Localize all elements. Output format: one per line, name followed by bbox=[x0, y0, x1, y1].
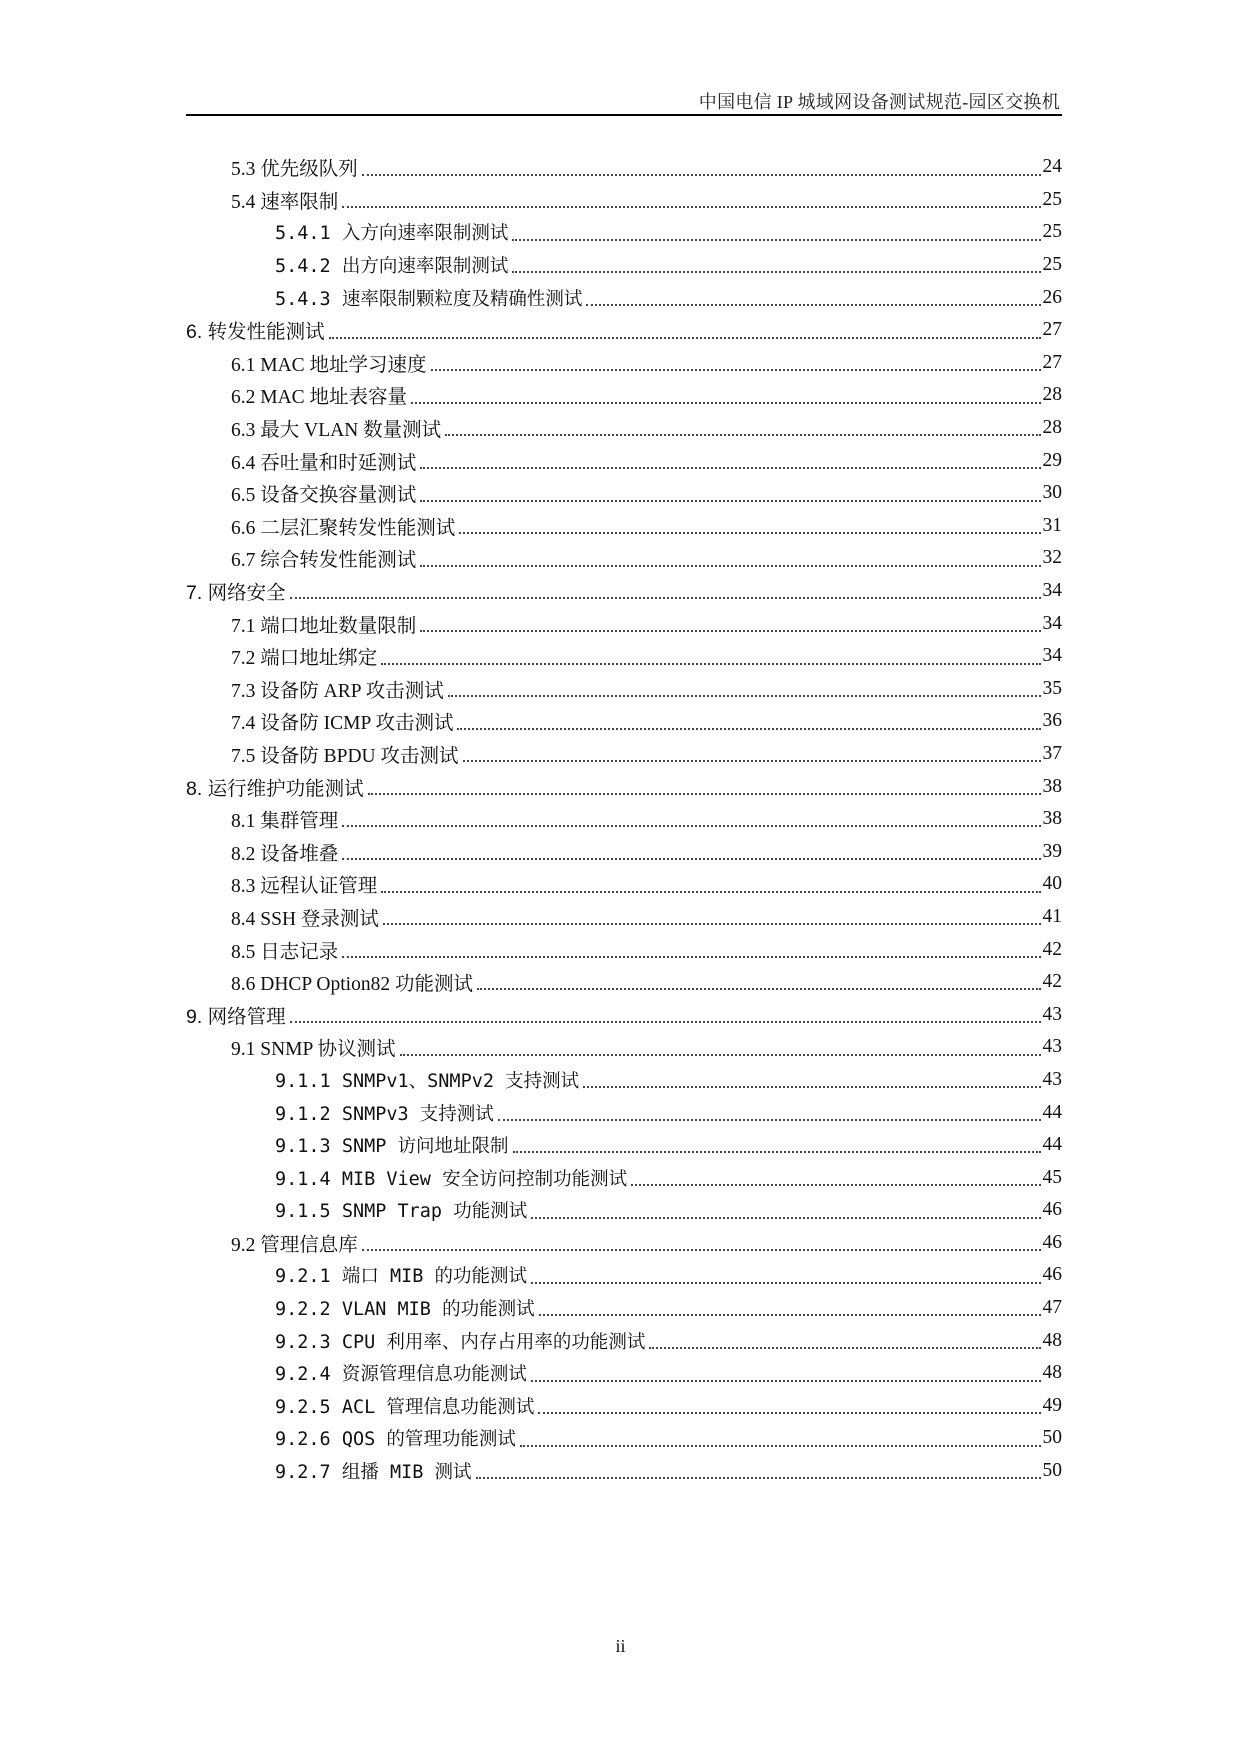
toc-entry-title: 8.3 远程认证管理 bbox=[231, 876, 378, 898]
toc-leader-dots bbox=[342, 839, 1040, 861]
toc-page-number: 34 bbox=[1042, 645, 1062, 667]
toc-entry-title: 6.2 MAC 地址表容量 bbox=[231, 387, 408, 409]
toc-leader-dots bbox=[448, 676, 1041, 698]
toc-leader-dots bbox=[539, 1296, 1041, 1317]
toc-entry[interactable] bbox=[186, 1129, 1062, 1162]
toc-page-number: 27 bbox=[1042, 351, 1062, 373]
toc-entry-title: 9.1.4 MIB View 安全访问控制功能测试 bbox=[275, 1168, 628, 1190]
toc-entry-title: 9.2.2 VLAN MIB 的功能测试 bbox=[275, 1299, 535, 1321]
toc-entry-title: 6.6 二层汇聚转发性能测试 bbox=[231, 517, 456, 539]
toc-page-number: 43 bbox=[1042, 1036, 1062, 1058]
toc-leader-dots bbox=[342, 187, 1040, 209]
toc-entry-title: 7.5 设备防 BPDU 攻击测试 bbox=[231, 745, 459, 767]
toc-leader-dots bbox=[362, 1230, 1041, 1252]
toc-leader-dots bbox=[290, 1002, 1041, 1024]
toc-entry-title: 5.4.2 出方向速率限制测试 bbox=[275, 256, 509, 278]
toc-entry-title: 9.2.7 组播 MIB 测试 bbox=[275, 1462, 472, 1484]
toc-page-number: 41 bbox=[1042, 905, 1062, 927]
toc-page-number: 34 bbox=[1042, 580, 1062, 602]
toc-entry-title: 9.2.6 QOS 的管理功能测试 bbox=[275, 1429, 516, 1451]
toc-entry-title: 9.1 SNMP 协议测试 bbox=[231, 1039, 396, 1061]
toc-entry[interactable] bbox=[186, 738, 1062, 771]
toc-entry[interactable] bbox=[186, 151, 1062, 184]
toc-entry[interactable] bbox=[186, 184, 1062, 217]
toc-leader-dots bbox=[531, 1263, 1040, 1284]
toc-leader-dots bbox=[445, 415, 1040, 437]
toc-page-number: 44 bbox=[1042, 1101, 1062, 1123]
toc-entry-title: 6.3 最大 VLAN 数量测试 bbox=[231, 420, 442, 442]
toc-entry[interactable] bbox=[186, 542, 1062, 575]
toc-page-number: 29 bbox=[1042, 449, 1062, 471]
toc-page-number: 50 bbox=[1042, 1460, 1062, 1482]
toc-entry-title: 5.4 速率限制 bbox=[231, 191, 339, 213]
toc-leader-dots bbox=[457, 708, 1040, 730]
toc-leader-dots bbox=[400, 1034, 1041, 1056]
toc-entry[interactable] bbox=[186, 966, 1062, 999]
toc-leader-dots bbox=[290, 578, 1041, 600]
toc-leader-dots bbox=[381, 643, 1040, 665]
toc-entry-title: 8.5 日志记录 bbox=[231, 941, 339, 963]
toc-entry-title: 7. 网络安全 bbox=[186, 582, 286, 605]
toc-page-number: 27 bbox=[1042, 319, 1062, 341]
toc-page-number: 45 bbox=[1042, 1166, 1062, 1188]
toc-leader-dots bbox=[342, 806, 1040, 828]
toc-entry[interactable] bbox=[186, 1422, 1062, 1455]
toc-leader-dots bbox=[586, 285, 1040, 306]
toc-entry-title: 9.1.1 SNMPv1、SNMPv2 支持测试 bbox=[275, 1070, 580, 1092]
toc-page-number: 32 bbox=[1042, 547, 1062, 569]
toc-entry[interactable] bbox=[186, 868, 1062, 901]
toc-leader-dots bbox=[381, 871, 1040, 893]
toc-entry-title: 7.3 设备防 ARP 攻击测试 bbox=[231, 680, 444, 702]
toc-leader-dots bbox=[538, 1394, 1040, 1415]
toc-entry[interactable] bbox=[186, 1161, 1062, 1194]
header-title: 中国电信 IP 城域网设备测试规范-园区交换机 bbox=[698, 92, 1060, 112]
toc-entry-title: 8.2 设备堆叠 bbox=[231, 843, 339, 865]
toc-entry[interactable] bbox=[186, 281, 1062, 314]
toc-leader-dots bbox=[583, 1068, 1040, 1089]
toc-leader-dots bbox=[420, 447, 1040, 469]
toc-page-number: 25 bbox=[1042, 221, 1062, 243]
toc-entry[interactable] bbox=[186, 477, 1062, 510]
toc-entry[interactable] bbox=[186, 933, 1062, 966]
toc-leader-dots bbox=[329, 317, 1041, 339]
toc-page-number: 48 bbox=[1042, 1362, 1062, 1384]
toc-entry[interactable] bbox=[186, 998, 1062, 1031]
toc-entry[interactable] bbox=[186, 835, 1062, 868]
toc-page-number: 47 bbox=[1042, 1297, 1062, 1319]
toc-entry[interactable] bbox=[186, 249, 1062, 282]
toc-entry-title: 9.2 管理信息库 bbox=[231, 1234, 358, 1256]
toc-entry[interactable] bbox=[186, 314, 1062, 347]
toc-entry-title: 7.4 设备防 ICMP 攻击测试 bbox=[231, 713, 454, 735]
toc-page-number: 46 bbox=[1042, 1231, 1062, 1253]
toc-entry[interactable] bbox=[186, 1227, 1062, 1260]
page-footer bbox=[0, 1636, 1241, 1657]
toc-page-number: 38 bbox=[1042, 808, 1062, 830]
toc-entry-title: 5.3 优先级队列 bbox=[231, 159, 358, 181]
toc-entry[interactable] bbox=[186, 1455, 1062, 1488]
toc-entry[interactable] bbox=[186, 1357, 1062, 1390]
toc-entry[interactable] bbox=[186, 607, 1062, 640]
toc-entry-title: 7.2 端口地址绑定 bbox=[231, 648, 378, 670]
toc-entry[interactable] bbox=[186, 1031, 1062, 1064]
toc-page-number: 37 bbox=[1042, 742, 1062, 764]
table-of-contents bbox=[186, 151, 1062, 1487]
toc-entry[interactable] bbox=[186, 347, 1062, 380]
toc-leader-dots bbox=[512, 220, 1040, 241]
toc-page-number: 46 bbox=[1042, 1264, 1062, 1286]
toc-page-number: 35 bbox=[1042, 677, 1062, 699]
toc-entry[interactable] bbox=[186, 673, 1062, 706]
toc-leader-dots bbox=[420, 610, 1040, 632]
toc-entry-title: 8. 运行维护功能测试 bbox=[186, 777, 364, 800]
toc-page-number: 28 bbox=[1042, 384, 1062, 406]
toc-entry-title: 8.4 SSH 登录测试 bbox=[231, 908, 379, 930]
toc-leader-dots bbox=[531, 1361, 1041, 1382]
toc-page-number: 50 bbox=[1042, 1427, 1062, 1449]
toc-page-number: 49 bbox=[1042, 1394, 1062, 1416]
toc-entry-title: 9.2.5 ACL 管理信息功能测试 bbox=[275, 1396, 535, 1418]
toc-entry[interactable] bbox=[186, 705, 1062, 738]
toc-entry-title: 5.4.1 入方向速率限制测试 bbox=[275, 223, 509, 245]
toc-leader-dots bbox=[459, 513, 1040, 535]
toc-entry-title: 9.2.3 CPU 利用率、内存占用率的功能测试 bbox=[275, 1331, 646, 1353]
toc-entry-title: 6.1 MAC 地址学习速度 bbox=[231, 354, 427, 376]
toc-entry-title: 8.6 DHCP Option82 功能测试 bbox=[231, 974, 473, 996]
toc-page-number: 30 bbox=[1042, 482, 1062, 504]
toc-entry[interactable] bbox=[186, 1096, 1062, 1129]
toc-entry-title: 9.2.4 资源管理信息功能测试 bbox=[275, 1364, 527, 1386]
toc-page-number: 31 bbox=[1042, 514, 1062, 536]
toc-leader-dots bbox=[649, 1328, 1040, 1349]
toc-entry[interactable] bbox=[186, 640, 1062, 673]
toc-entry-title: 6. 转发性能测试 bbox=[186, 321, 325, 344]
toc-page-number: 25 bbox=[1042, 254, 1062, 276]
toc-page-number: 39 bbox=[1042, 840, 1062, 862]
toc-page-number: 42 bbox=[1042, 938, 1062, 960]
toc-page-number: 40 bbox=[1042, 873, 1062, 895]
page-header bbox=[186, 86, 1062, 116]
toc-leader-dots bbox=[520, 1426, 1041, 1447]
toc-leader-dots bbox=[420, 545, 1040, 567]
toc-entry-title: 6.4 吞吐量和时延测试 bbox=[231, 452, 417, 474]
toc-leader-dots bbox=[477, 969, 1041, 991]
toc-entry[interactable] bbox=[186, 770, 1062, 803]
toc-entry-title: 9.2.1 端口 MIB 的功能测试 bbox=[275, 1266, 528, 1288]
toc-page-number: 28 bbox=[1042, 417, 1062, 439]
toc-page-number: 38 bbox=[1042, 775, 1062, 797]
toc-entry[interactable] bbox=[186, 901, 1062, 934]
toc-entry[interactable] bbox=[186, 444, 1062, 477]
toc-page-number: 34 bbox=[1042, 612, 1062, 634]
toc-entry[interactable] bbox=[186, 216, 1062, 249]
toc-entry[interactable] bbox=[186, 1324, 1062, 1357]
toc-leader-dots bbox=[420, 480, 1040, 502]
toc-entry[interactable] bbox=[186, 1259, 1062, 1292]
toc-entry-title: 7.1 端口地址数量限制 bbox=[231, 615, 417, 637]
toc-page-number: 42 bbox=[1042, 971, 1062, 993]
toc-entry[interactable] bbox=[186, 379, 1062, 412]
toc-page-number: 26 bbox=[1042, 286, 1062, 308]
toc-page-number: 24 bbox=[1042, 156, 1062, 178]
toc-leader-dots bbox=[498, 1100, 1041, 1121]
toc-page-number: 44 bbox=[1042, 1134, 1062, 1156]
toc-entry[interactable] bbox=[186, 1390, 1062, 1423]
toc-entry[interactable] bbox=[186, 1194, 1062, 1227]
toc-page-number: 25 bbox=[1042, 188, 1062, 210]
toc-entry-title: 9.1.3 SNMP 访问地址限制 bbox=[275, 1136, 509, 1158]
toc-entry-title: 9. 网络管理 bbox=[186, 1005, 286, 1028]
toc-entry[interactable] bbox=[186, 510, 1062, 543]
toc-leader-dots bbox=[531, 1198, 1040, 1219]
toc-page-number: 48 bbox=[1042, 1329, 1062, 1351]
toc-entry[interactable] bbox=[186, 575, 1062, 608]
toc-leader-dots bbox=[368, 773, 1041, 795]
toc-page-number: 36 bbox=[1042, 710, 1062, 732]
toc-page-number: 43 bbox=[1042, 1068, 1062, 1090]
toc-leader-dots bbox=[476, 1459, 1041, 1480]
toc-entry-title: 9.1.2 SNMPv3 支持测试 bbox=[275, 1103, 494, 1125]
toc-leader-dots bbox=[383, 904, 1041, 926]
toc-leader-dots bbox=[513, 1133, 1041, 1154]
toc-entry-title: 5.4.3 速率限制颗粒度及精确性测试 bbox=[275, 288, 583, 310]
toc-entry-title: 9.1.5 SNMP Trap 功能测试 bbox=[275, 1201, 528, 1223]
toc-leader-dots bbox=[411, 382, 1040, 404]
toc-entry[interactable] bbox=[186, 1292, 1062, 1325]
footer-page-number: ii bbox=[615, 1636, 626, 1656]
toc-entry[interactable] bbox=[186, 803, 1062, 836]
toc-entry-title: 6.7 综合转发性能测试 bbox=[231, 550, 417, 572]
toc-leader-dots bbox=[631, 1166, 1040, 1187]
toc-entry-title: 8.1 集群管理 bbox=[231, 811, 339, 833]
toc-entry[interactable] bbox=[186, 412, 1062, 445]
toc-leader-dots bbox=[431, 350, 1041, 372]
toc-page-number: 46 bbox=[1042, 1199, 1062, 1221]
toc-page-number: 43 bbox=[1042, 1003, 1062, 1025]
toc-leader-dots bbox=[463, 741, 1041, 763]
toc-entry-title: 6.5 设备交换容量测试 bbox=[231, 485, 417, 507]
toc-entry[interactable] bbox=[186, 1064, 1062, 1097]
toc-leader-dots bbox=[342, 936, 1040, 958]
toc-leader-dots bbox=[362, 154, 1041, 176]
toc-leader-dots bbox=[512, 253, 1040, 274]
